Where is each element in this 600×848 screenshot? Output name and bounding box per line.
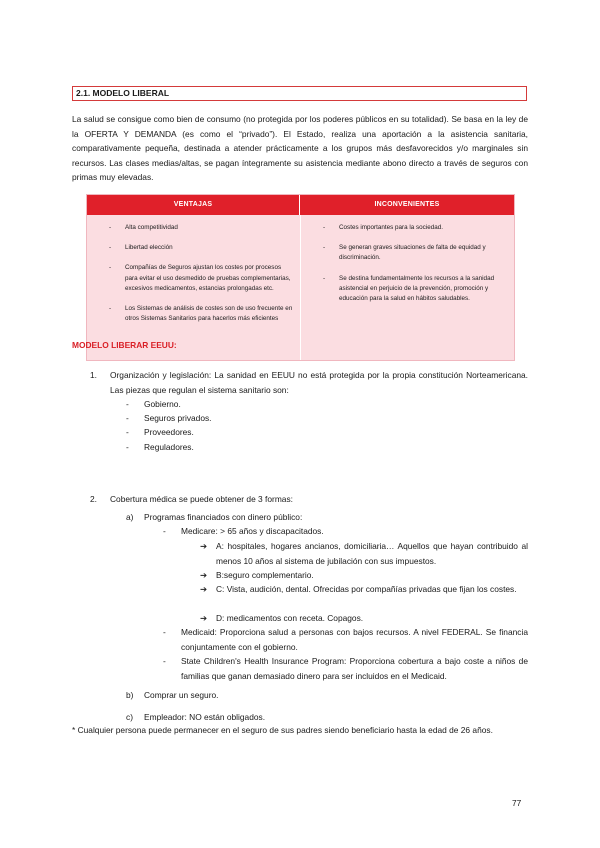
regulator-text: Gobierno. (144, 399, 181, 409)
list-item: - Medicare: > 65 años y discapacitados. (163, 524, 324, 539)
list-item: - Medicaid: Proporciona salud a personas con bajos recursos. A nivel FEDERAL. Se financia conjuntamente con el gobierno. (163, 625, 528, 654)
medicare-part-d (200, 611, 528, 626)
item-text: Cobertura médica se puede obtener de 3 formas: (110, 494, 293, 504)
medicare-part-a (200, 539, 528, 568)
arrow-right-icon: ➔ (200, 613, 208, 623)
list-item: - Alta competitividad (109, 224, 178, 231)
sub-item-label: a) (126, 512, 134, 522)
pros-cons-table (86, 194, 515, 361)
ventaja-text: Alta competitividad (125, 224, 178, 231)
footnote: * Cualquier persona puede permanecer en el seguro de sus padres siendo beneficiario hasta la edad de 26 años. (72, 725, 493, 735)
table-divider (300, 215, 301, 360)
table-header-ventajas: VENTAJAS (87, 195, 300, 215)
medicaid-text: Medicaid: Proporciona salud a personas con bajos recursos. A nivel FEDERAL. Se financia conjuntamente con el gobierno. (181, 627, 528, 652)
eeuu-heading: MODELO LIBERAR EEUU: (72, 340, 177, 350)
list-item: - Libertad elección (109, 244, 173, 252)
sub-item-a (126, 510, 302, 525)
sub-item-text: Empleador: NO están obligados. (144, 712, 266, 722)
medicare-part-text: C: Vista, audición, dental. Ofrecidas por compañías privadas que fijan los costes. (216, 584, 517, 594)
section-title: 2.1. MODELO LIBERAL (72, 86, 527, 101)
medicare-part-c (200, 582, 528, 597)
sub-item-label: c) (126, 712, 133, 722)
intro-text: La salud se consigue como bien de consumo (no protegida por los poderes públicos en su totalidad). Se basa en la ley de la OFERTA Y DEMANDA (es como el “privado”). El Estado, realiza una aportación a la asistencia sanitaria, comparativamente pequeña, destinada a atender prácticamente a los grupos más desfavorecidos y/o marginales sin recursos. Las clases medias/altas, se pagan íntegramente su asistencia mediante abono directo a través de seguros con primas muy elevadas. (72, 114, 528, 183)
inconveniente-text: Se generan graves situaciones de falta de equidad y discriminación. (339, 244, 486, 262)
list-item: - Se destina fundamentalmente los recursos a la sanidad asistencial en perjuicio de la prevención, promoción y educación para la salud en hábitos saludables. (323, 274, 495, 303)
arrow-right-icon: ➔ (200, 584, 208, 594)
medicare-text: Medicare: > 65 años y discapacitados. (181, 526, 324, 536)
item-number: 2. (90, 494, 97, 504)
inconveniente-text: Costes importantes para la sociedad. (339, 224, 443, 231)
list-item: - Proveedores. (126, 425, 194, 440)
medicare-part-text: B:seguro complementario. (216, 570, 314, 580)
list-item: - State Children's Health Insurance Program: Proporciona cobertura a bajo coste a niños de familias que ganan demasiado dinero para ser incluidos en el Medicaid. (163, 654, 528, 683)
list-item: - Gobierno. (126, 397, 181, 412)
regulator-text: Seguros privados. (144, 413, 212, 423)
list-item: - Costes importantes para la sociedad. (323, 224, 443, 231)
page-number: 77 (512, 798, 522, 808)
item-number: 1. (90, 370, 97, 380)
medicare-part-text: D: medicamentos con receta. Copagos. (216, 613, 364, 623)
ventaja-text: Libertad elección (125, 244, 173, 252)
ventajas-column (105, 223, 295, 334)
arrow-right-icon: ➔ (200, 570, 208, 580)
list-item: - Seguros privados. (126, 411, 212, 426)
inconveniente-text: Se destina fundamentalmente los recursos a la sanidad asistencial en perjuicio de la prevención, promoción y educación para la salud en hábitos saludables. (339, 274, 495, 303)
sub-item-text: Programas financiados con dinero público: (144, 512, 303, 522)
ventaja-text: Los Sistemas de análisis de costes son de uso frecuente en otros Sistemas Sanitarios para hacerlos más eficientes (125, 305, 293, 323)
list-item: - Se generan graves situaciones de falta de equidad y discriminación. (323, 244, 486, 262)
numbered-item-1 (90, 368, 528, 397)
table-header-inconvenientes: INCONVENIENTES (300, 195, 514, 215)
medicare-part-b (200, 568, 528, 583)
sub-item-text: Comprar un seguro. (144, 690, 219, 700)
list-item: - Reguladores. (126, 440, 194, 455)
arrow-right-icon: ➔ (200, 541, 208, 551)
list-item: - Compañías de Seguros ajustan los costes por procesos para evitar el uso desmedido de pruebas complementarias, excesivos medicamentos, estancias prolongadas etc. (109, 264, 291, 292)
sub-item-b (126, 688, 218, 703)
numbered-item-2 (90, 492, 528, 507)
medicare-part-text: A: hospitales, hogares ancianos, domiciliaria… Aquellos que hayan contribuido al menos 10 años al sistema de jubilación con sus impuestos. (216, 541, 528, 566)
intro-paragraph (72, 112, 528, 185)
inconvenientes-column (319, 223, 497, 314)
list-item: - Los Sistemas de análisis de costes son de uso frecuente en otros Sistemas Sanitarios para hacerlos más eficientes (109, 305, 293, 323)
regulator-text: Proveedores. (144, 427, 194, 437)
ventaja-text: Compañías de Seguros ajustan los costes por procesos para evitar el uso desmedido de pruebas complementarias, excesivos medicamentos, estancias prolongadas etc. (125, 264, 291, 292)
item-text: Organización y legislación: La sanidad en EEUU no está protegida por la propia constitución Norteamericana. Las piezas que regulan el sistema sanitario son: (110, 370, 528, 395)
schip-text: State Children's Health Insurance Program: Proporciona cobertura a bajo coste a niños de familias que ganan demasiado dinero para ser incluidos en el Medicaid. (181, 656, 528, 681)
regulator-text: Reguladores. (144, 442, 194, 452)
sub-item-label: b) (126, 690, 134, 700)
